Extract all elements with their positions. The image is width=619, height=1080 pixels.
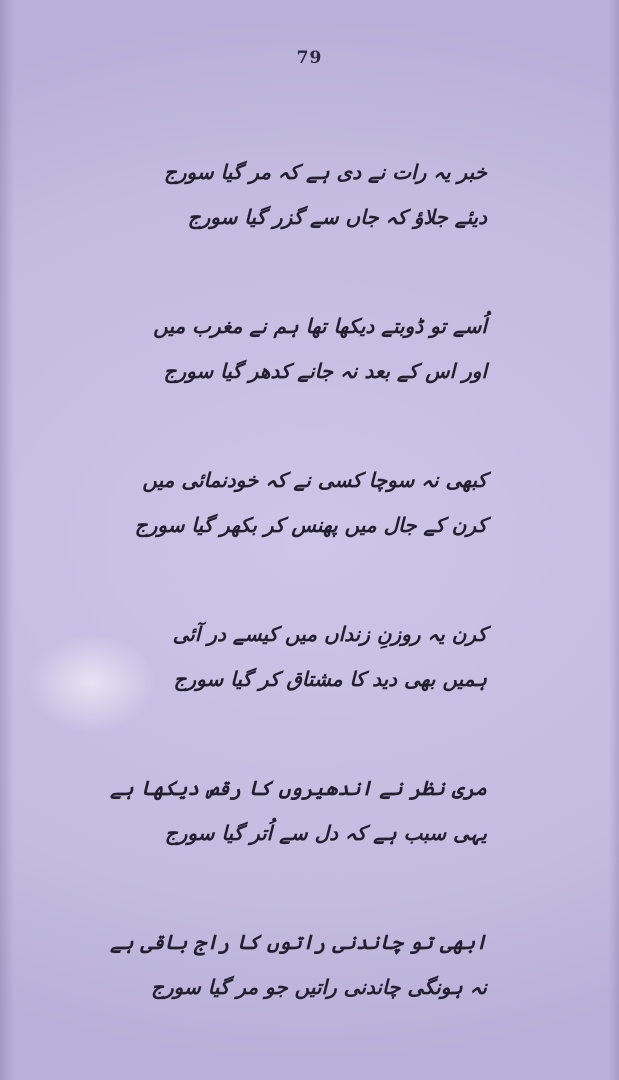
verse-line: کرن کے جال میں پھنس کر بکھر گیا سورج xyxy=(134,513,487,537)
stanza-6 xyxy=(107,930,487,1080)
verse-line: ہمیں بھی دید کا مشتاق کر گیا سورج xyxy=(173,667,487,691)
verse-line: ابھی تو چاندنی راتوں کا راج باقی ہے xyxy=(110,930,487,954)
stanza-3 xyxy=(107,468,487,622)
poem xyxy=(107,160,487,1080)
verse-line: دیئے جلاؤ کہ جاں سے گزر گیا سورج xyxy=(187,205,487,229)
verse-line: یہی سبب ہے کہ دل سے اُتر گیا سورج xyxy=(164,821,487,845)
verse-line: اُسے تو ڈوبتے دیکھا تھا ہم نے مغرب میں xyxy=(153,314,487,338)
page-number: 79 xyxy=(296,48,323,68)
verse-line: اور اس کے بعد نہ جانے کدھر گیا سورج xyxy=(163,359,487,383)
verse-line: خبر یہ رات نے دی ہے کہ مر گیا سورج xyxy=(163,160,487,184)
verse-line: کبھی نہ سوچا کسی نے کہ خودنمائی میں xyxy=(142,468,487,492)
stanza-5 xyxy=(107,776,487,930)
verse-line: نہ ہونگی چاندنی راتیں جو مر گیا سورج xyxy=(151,975,487,999)
verse-line: مری نظر نے اندھیروں کا رقص دیکھا ہے xyxy=(110,776,487,800)
stanza-1 xyxy=(107,160,487,314)
stanza-4 xyxy=(107,622,487,776)
stanza-2 xyxy=(107,314,487,468)
verse-line: کرن یہ روزنِ زنداں میں کیسے در آئی xyxy=(172,622,487,646)
